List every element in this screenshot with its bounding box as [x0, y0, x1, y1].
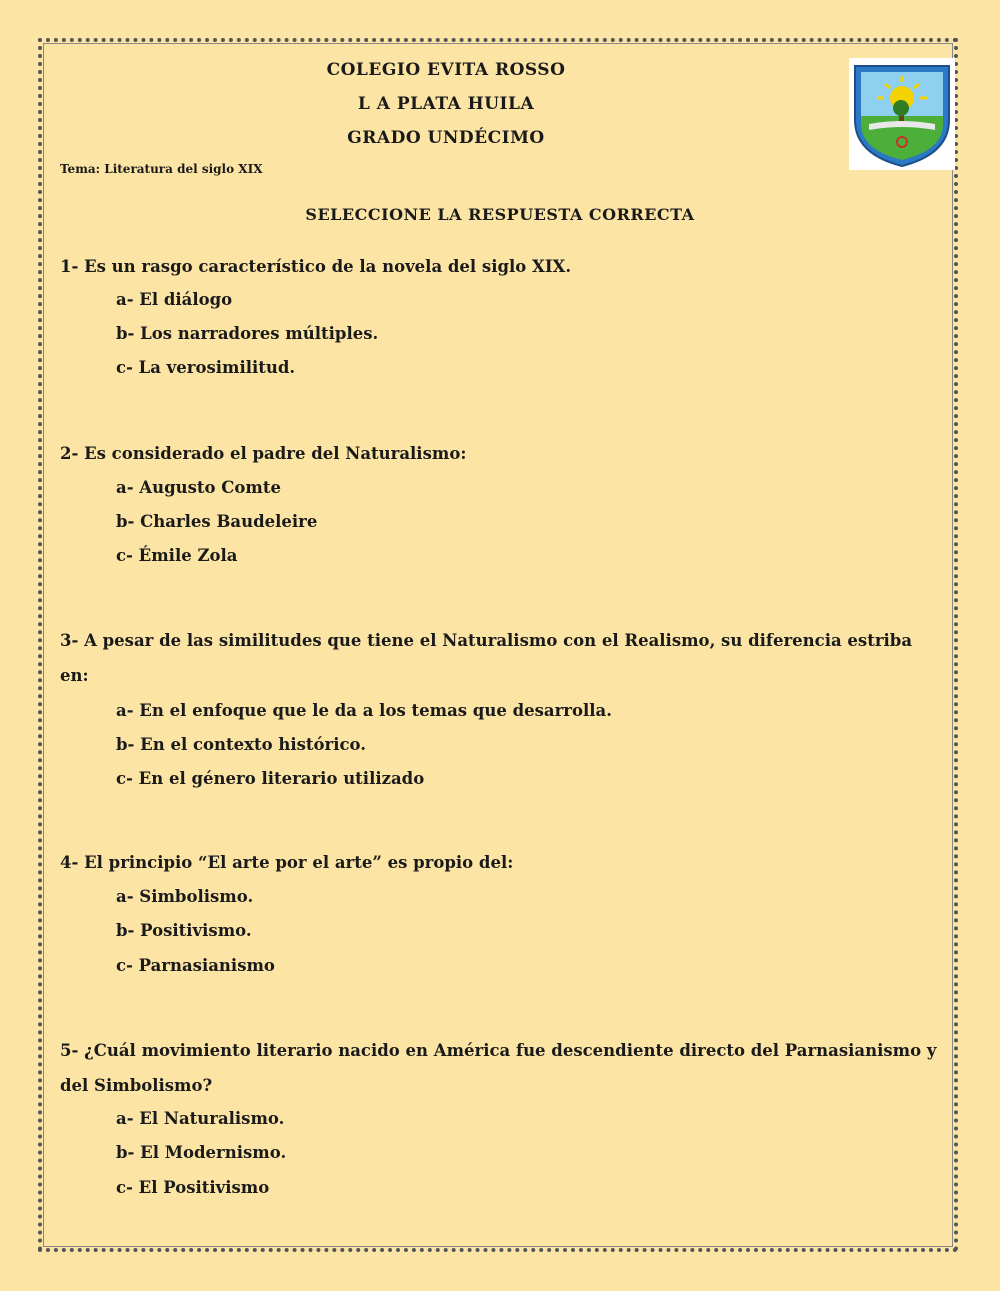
- question-4-option-c[interactable]: c- Parnasianismo: [116, 956, 275, 975]
- question-3: 3- A pesar de las similitudes que tiene el Naturalismo con el Realismo, su diferencia estriba en:: [60, 631, 913, 685]
- question-4-option-b[interactable]: b- Positivismo.: [116, 921, 252, 940]
- question-5-option-a[interactable]: a- El Naturalismo.: [116, 1109, 285, 1128]
- question-1-option-a[interactable]: a- El diálogo: [116, 290, 233, 309]
- question-2: 2- Es considerado el padre del Naturalismo:: [60, 444, 467, 463]
- question-3-option-b[interactable]: b- En el contexto histórico.: [116, 735, 366, 754]
- topic-label: Tema: Literatura del siglo XIX: [60, 162, 263, 176]
- question-4-option-a[interactable]: a- Simbolismo.: [116, 887, 254, 906]
- question-2-option-a[interactable]: a- Augusto Comte: [116, 478, 281, 497]
- question-1-option-b[interactable]: b- Los narradores múltiples.: [116, 324, 379, 343]
- city-name: L A PLATA HUILA: [357, 94, 535, 114]
- question-1: 1- Es un rasgo característico de la novela del siglo XIX.: [60, 257, 572, 276]
- question-1-option-c[interactable]: c- La verosimilitud.: [116, 358, 296, 377]
- school-name: COLEGIO EVITA ROSSO: [326, 60, 566, 80]
- question-4: 4- El principio “El arte por el arte” es propio del:: [60, 853, 514, 872]
- instruction-heading: SELECCIONE LA RESPUESTA CORRECTA: [305, 205, 695, 224]
- question-5-option-b[interactable]: b- El Modernismo.: [116, 1143, 287, 1162]
- question-3-option-a[interactable]: a- En el enfoque que le da a los temas que desarrolla.: [116, 701, 612, 720]
- question-2-option-b[interactable]: b- Charles Baudeleire: [116, 512, 318, 531]
- question-3-option-c[interactable]: c- En el género literario utilizado: [116, 769, 425, 788]
- question-5-option-c[interactable]: c- El Positivismo: [116, 1178, 270, 1197]
- school-crest-icon: [849, 58, 955, 170]
- grade-title: GRADO UNDÉCIMO: [347, 128, 545, 148]
- question-5: 5- ¿Cuál movimiento literario nacido en América fue descendiente directo del Parnasianismo y del Simbolismo?: [60, 1041, 937, 1095]
- question-2-option-c[interactable]: c- Émile Zola: [116, 546, 238, 565]
